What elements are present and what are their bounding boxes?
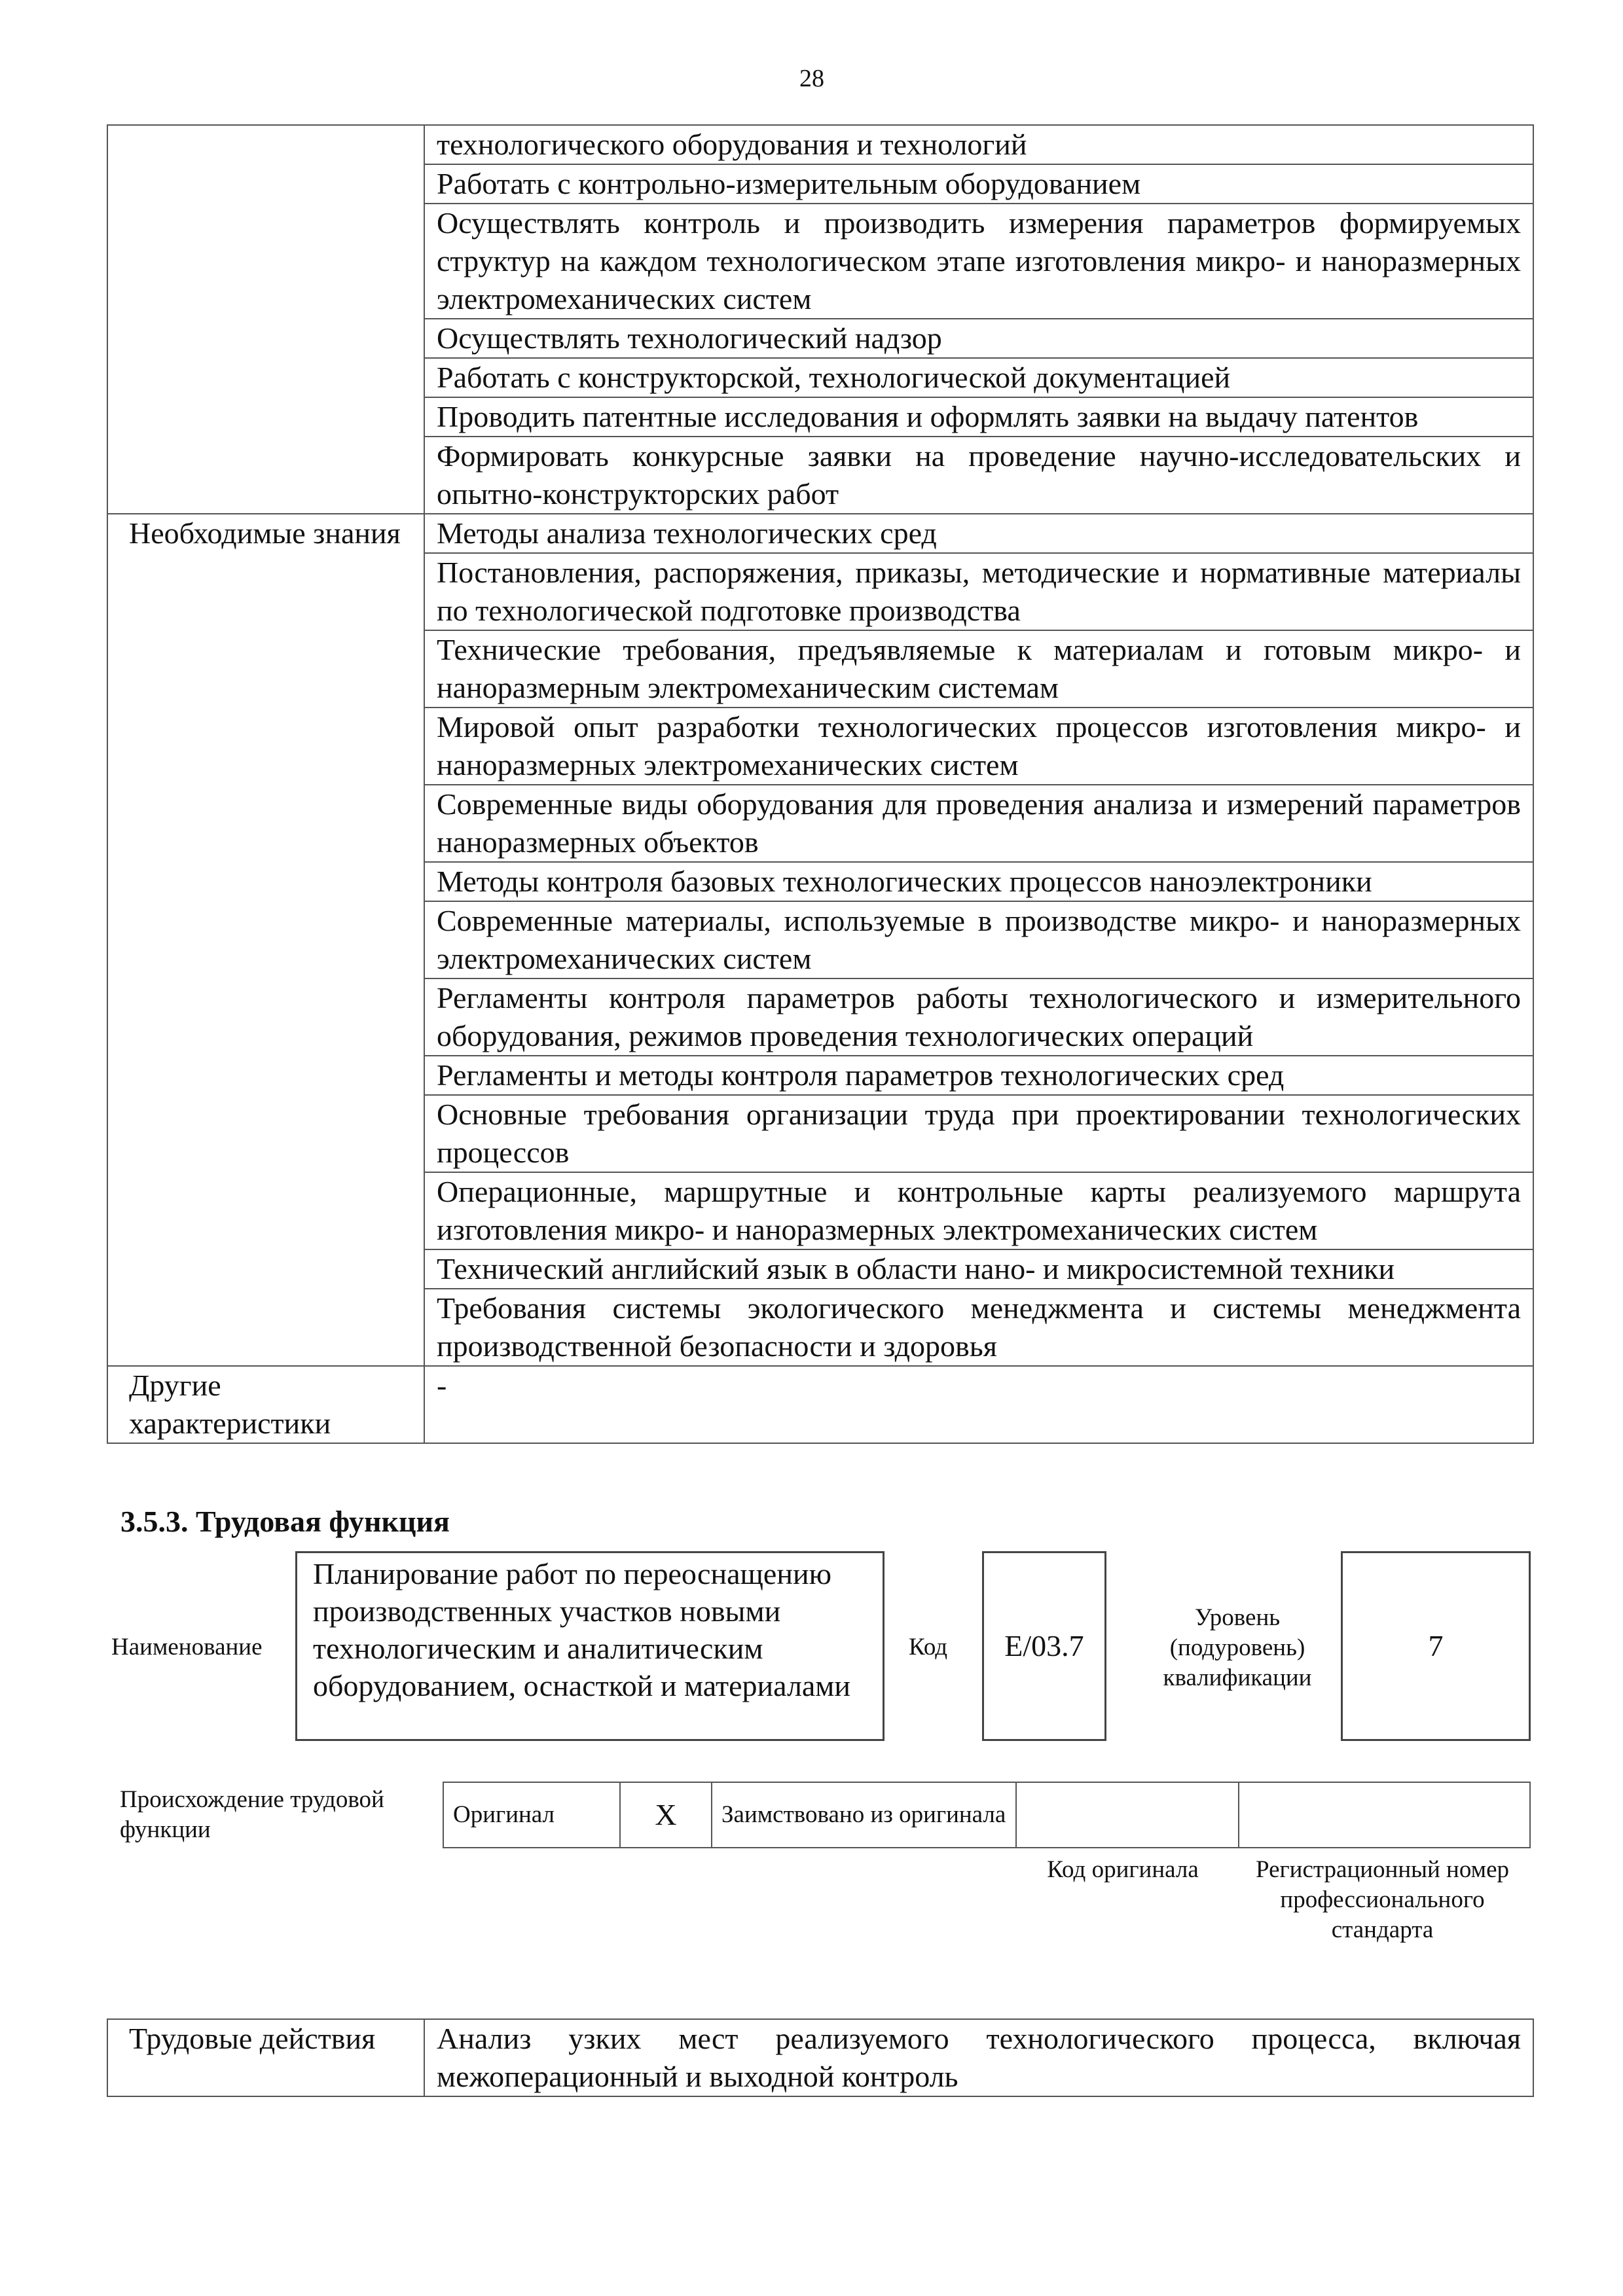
other-characteristics-value: - bbox=[424, 1366, 1533, 1443]
skill-row: технологического оборудования и технологий bbox=[424, 125, 1533, 164]
labor-actions-label: Трудовые действия bbox=[107, 2019, 424, 2096]
name-label: Наименование bbox=[111, 1634, 263, 1660]
knowledge-row: Методы контроля базовых технологических процессов наноэлектроники bbox=[424, 862, 1533, 901]
knowledge-row: Технический английский язык в области нано- и микросистемной техники bbox=[424, 1249, 1533, 1289]
skill-row: Проводить патентные исследования и оформлять заявки на выдачу патентов bbox=[424, 397, 1533, 437]
original-code-cell bbox=[1016, 1782, 1239, 1848]
knowledge-row: Основные требования организации труда при проектировании технологических процессов bbox=[424, 1095, 1533, 1172]
code-label: Код bbox=[909, 1634, 948, 1660]
qualification-level-box: 7 bbox=[1341, 1551, 1531, 1741]
origin-table bbox=[443, 1782, 1531, 1848]
skill-row: Работать с контрольно-измерительным оборудованием bbox=[424, 164, 1533, 204]
function-code-box: E/03.7 bbox=[982, 1551, 1106, 1741]
skill-row: Работать с конструкторской, технологической документацией bbox=[424, 358, 1533, 397]
knowledge-label: Необходимые знания bbox=[107, 514, 424, 1366]
function-name-box: Планирование работ по переоснащению производственных участков новыми технологическим и аналитическим оборудованием, оснасткой и материалами bbox=[295, 1551, 884, 1741]
level-label: Уровень (подуровень) квалификации bbox=[1163, 1604, 1312, 1691]
reg-number-caption: Регистрационный номер профессионального стандарта bbox=[1255, 1856, 1509, 1943]
knowledge-row: Регламенты контроля параметров работы технологического и измерительного оборудования, режимов проведения технологических операций bbox=[424, 978, 1533, 1056]
skill-row: Формировать конкурсные заявки на проведение научно-исследовательских и опытно-конструкторских работ bbox=[424, 437, 1533, 514]
other-characteristics-label: Другие характеристики bbox=[107, 1366, 424, 1443]
code-original-caption: Код оригинала bbox=[1047, 1856, 1199, 1883]
labor-actions-table bbox=[107, 2018, 1534, 2097]
reg-number-cell bbox=[1239, 1782, 1530, 1848]
origin-label: Происхождение трудовой функции bbox=[120, 1786, 384, 1843]
original-label: Оригинал bbox=[443, 1782, 620, 1848]
skills-label-cell bbox=[107, 125, 424, 514]
skill-row: Осуществлять технологический надзор bbox=[424, 319, 1533, 358]
skill-row: Осуществлять контроль и производить измерения параметров формируемых структур на каждом технологическом этапе изготовления микро- и наноразмерных электромеханических систем bbox=[424, 204, 1533, 319]
labor-action-row: Анализ узких мест реализуемого технологического процесса, включая межоперационный и выходной контроль bbox=[424, 2019, 1533, 2096]
borrowed-label: Заимствовано из оригинала bbox=[712, 1782, 1016, 1848]
knowledge-row: Мировой опыт разработки технологических процессов изготовления микро- и наноразмерных электромеханических систем bbox=[424, 708, 1533, 785]
original-mark: X bbox=[620, 1782, 712, 1848]
section-heading: 3.5.3. Трудовая функция bbox=[120, 1505, 450, 1538]
knowledge-row: Современные виды оборудования для проведения анализа и измерений параметров наноразмерных объектов bbox=[424, 785, 1533, 862]
skills-knowledge-table bbox=[107, 124, 1534, 1444]
page-number: 28 bbox=[799, 65, 824, 92]
knowledge-row: Технические требования, предъявляемые к материалам и готовым микро- и наноразмерным электромеханическим системам bbox=[424, 630, 1533, 708]
knowledge-row: Методы анализа технологических сред bbox=[424, 514, 1533, 553]
knowledge-row: Современные материалы, используемые в производстве микро- и наноразмерных электромеханических систем bbox=[424, 901, 1533, 978]
knowledge-row: Операционные, маршрутные и контрольные карты реализуемого маршрута изготовления микро- и наноразмерных электромеханических систем bbox=[424, 1172, 1533, 1249]
knowledge-row: Постановления, распоряжения, приказы, методические и нормативные материалы по технологической подготовке производства bbox=[424, 553, 1533, 630]
knowledge-row: Требования системы экологического менеджмента и системы менеджмента производственной безопасности и здоровья bbox=[424, 1289, 1533, 1366]
knowledge-row: Регламенты и методы контроля параметров технологических сред bbox=[424, 1056, 1533, 1095]
